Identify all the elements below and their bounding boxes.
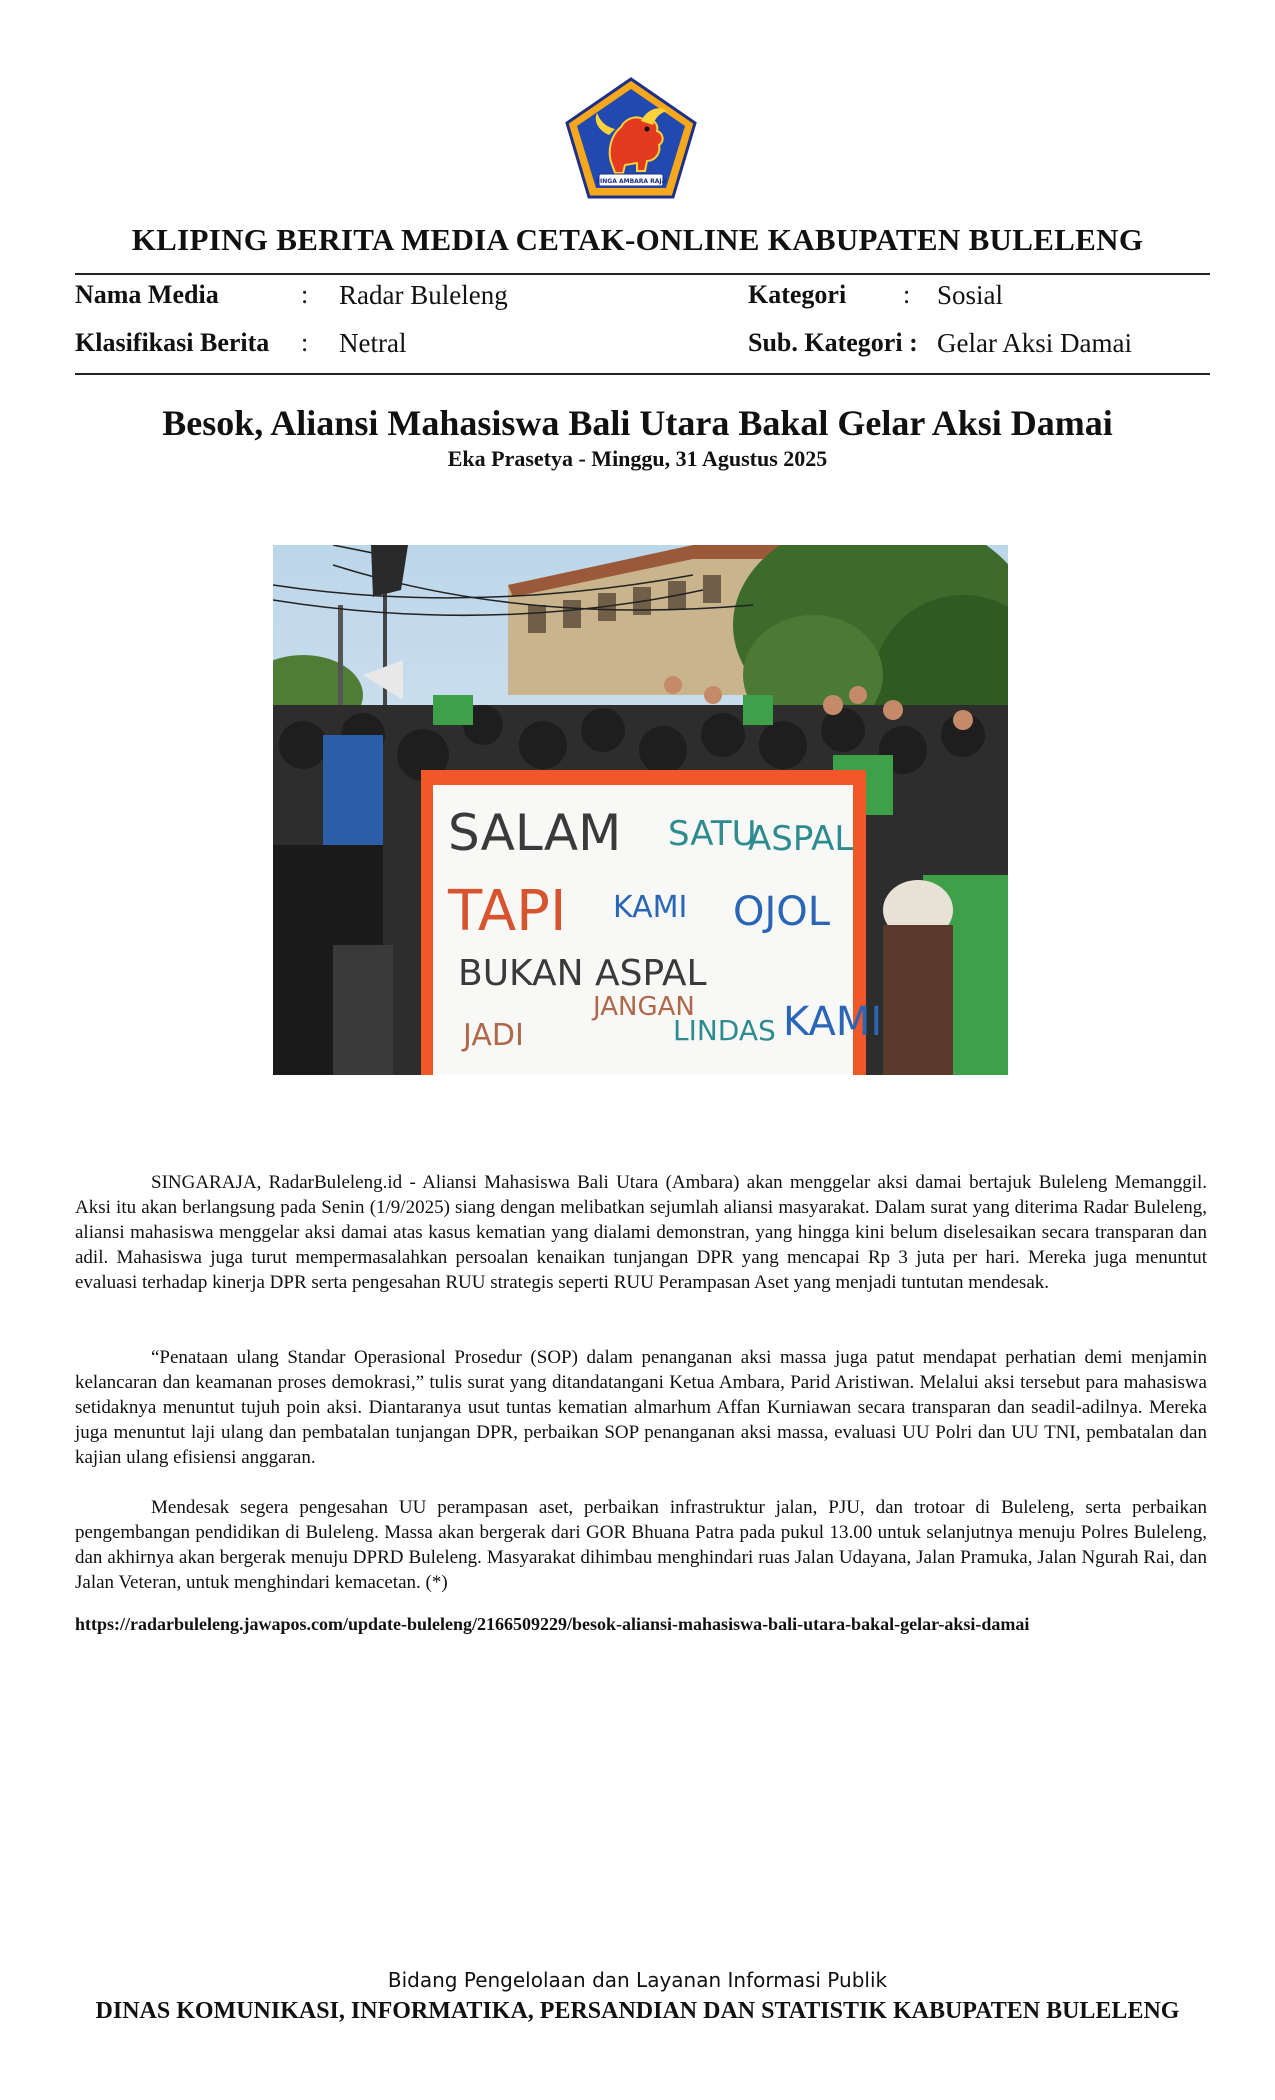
article-paragraph-1: SINGARAJA, RadarBuleleng.id - Aliansi Mahasiswa Bali Utara (Ambara) akan menggelar aksi damai bertajuk Buleleng Memanggil. Aksi itu akan berlangsung pada Senin (1/9/2025) siang dengan melibatkan sejumlah aliansi masyarakat. Dalam surat yang diterima Radar Buleleng, aliansi mahasiswa menggelar aksi damai atas kasus kematian yang dialami demonstran, yang hingga kini belum diselesaikan secara transparan dan adil. Mahasiswa juga turut mempermasalahkan persoalan kenaikan tunjangan DPR yang mencapai Rp 3 juta per hari. Mereka juga menuntut evaluasi terhadap kinerja DPR serta pengesahan RUU strategis seperti RUU Perampasan Aset yang menjadi tuntutan mendesak.	[75, 1172, 1207, 1293]
article-byline: Eka Prasetya - Minggu, 31 Agustus 2025	[447, 446, 828, 471]
article-paragraph-2: “Penataan ulang Standar Operasional Prosedur (SOP) dalam penanganan aksi massa juga patut mendapat perhatian demi menjamin kelancaran dan keamanan proses demokrasi,” tulis surat yang ditandatangani Ketua Ambara, Parid Aristiwan. Melalui aksi tersebut para mahasiswa setidaknya menuntut tujuh poin aksi. Diantaranya usut tuntas kematian almarhum Affan Kurniawan secara transparan dan seadil-adilnya. Mereka juga menuntut laji ulang dan pembatalan tunjangan DPR, perbaikan SOP penanganan aksi massa, evaluasi UU Polri dan UU TNI, pembatalan dan kajian ulang efisiensi anggaran.	[75, 1347, 1207, 1468]
article-headline: Besok, Aliansi Mahasiswa Bali Utara Bakal Gelar Aksi Damai	[162, 403, 1113, 443]
sub-kategori-value: Gelar Aksi Damai	[937, 328, 1132, 358]
buleleng-emblem-logo	[563, 75, 699, 201]
sign-text-jangan: JANGAN	[593, 992, 695, 1022]
kategori-colon: :	[903, 280, 911, 309]
nama-media-label: Nama Media	[75, 280, 219, 309]
sign-text-satu: SATU	[668, 814, 757, 854]
sign-text-ojol: OJOL	[733, 889, 831, 935]
kategori-value: Sosial	[937, 280, 1004, 310]
logo-motto-text: SINGA AMBARA RAJA	[595, 178, 667, 185]
header-bottom-rule	[75, 373, 1210, 375]
sign-text-jadi: JADI	[463, 1018, 524, 1053]
document-title: KLIPING BERITA MEDIA CETAK-ONLINE KABUPATEN BULELENG	[131, 222, 1144, 257]
nama-media-colon: :	[301, 280, 309, 309]
klasifikasi-berita-colon: :	[301, 328, 309, 357]
sub-kategori-label: Sub. Kategori :	[748, 328, 918, 357]
footer-department: Bidang Pengelolaan dan Layanan Informasi Publik	[387, 1968, 888, 1992]
header-top-rule	[75, 273, 1210, 275]
klasifikasi-berita-label: Klasifikasi Berita	[75, 328, 270, 357]
sign-text-kami-2: KAMI	[783, 999, 883, 1045]
footer-agency: DINAS KOMUNIKASI, INFORMATIKA, PERSANDIAN DAN STATISTIK KABUPATEN BULELENG	[95, 1998, 1180, 2024]
nama-media-value: Radar Buleleng	[339, 280, 508, 310]
sign-text-bukan-aspal: BUKAN ASPAL	[458, 953, 707, 994]
article-photo	[273, 545, 1008, 1075]
klasifikasi-berita-value: Netral	[339, 328, 407, 358]
source-url-link[interactable]: https://radarbuleleng.jawapos.com/update-buleleng/2166509229/besok-aliansi-mahasiswa-bali-utara-bakal-gelar-aksi-damai	[75, 1614, 1030, 1634]
article-paragraph-3: Mendesak segera pengesahan UU perampasan aset, perbaikan infrastruktur jalan, PJU, dan trotoar di Buleleng, serta perbaikan pengembangan pendidikan di Buleleng. Massa akan bergerak dari GOR Bhuana Patra pada pukul 13.00 untuk selanjutnya menuju Polres Buleleng, dan akhirnya akan bergerak menuju DPRD Buleleng. Masyarakat dihimbau menghindari ruas Jalan Udayana, Jalan Pramuka, Jalan Ngurah Rai, dan Jalan Veteran, untuk menghindari kemacetan. (*)	[75, 1497, 1207, 1593]
sign-text-aspal-1: ASPAL	[748, 819, 854, 859]
sign-text-salam: SALAM	[448, 804, 622, 862]
sign-text-lindas: LINDAS	[673, 1014, 776, 1047]
sign-text-kami-1: KAMI	[613, 890, 688, 925]
sign-text-tapi: TAPI	[448, 879, 567, 944]
kategori-label: Kategori	[748, 280, 847, 309]
